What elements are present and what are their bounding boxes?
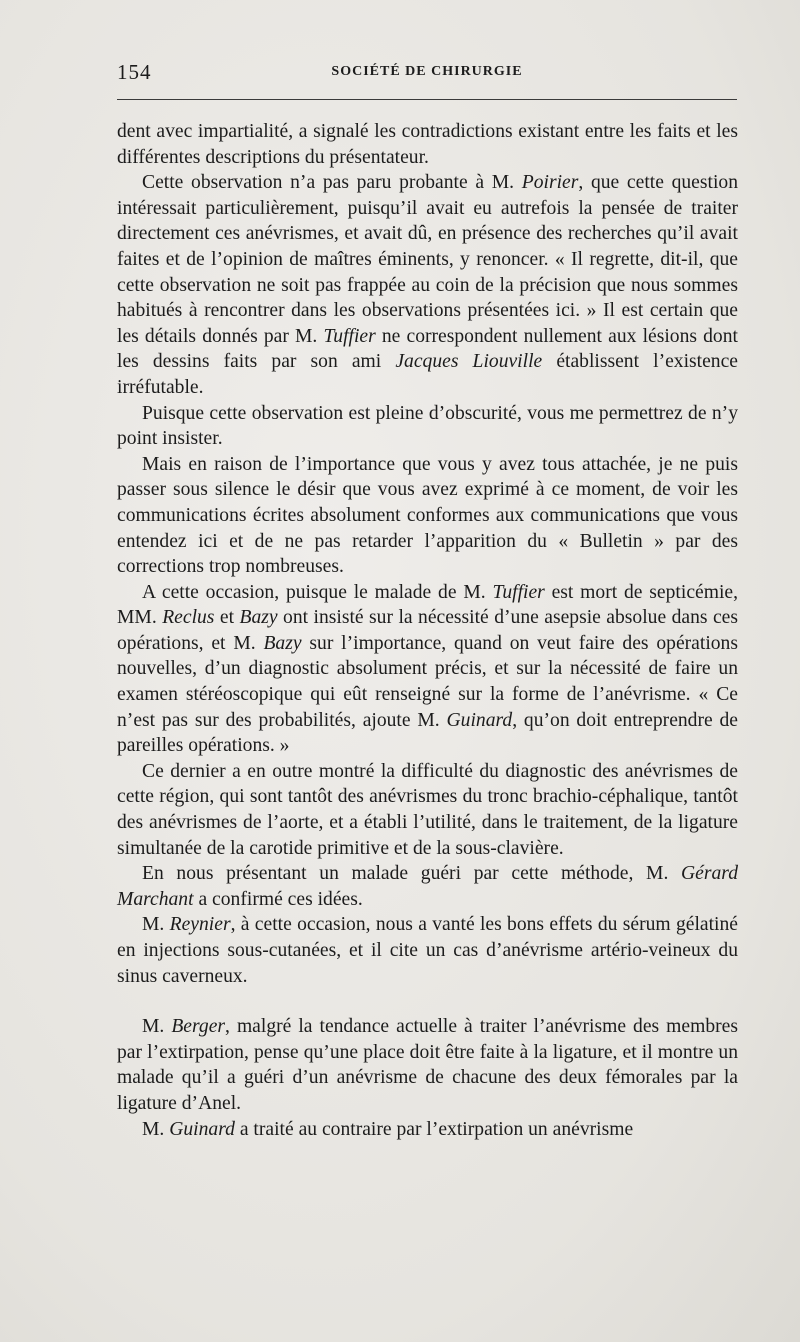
text-run: , que cette question intéressait particulièrement, puisqu’il avait eu autrefois la pensée de traiter directement ces anévrismes, et avait dû, en présence des recherches qu’il avait faites et de l’opinion de maîtres éminents, y renoncer. « Il regrette, dit-il, que cette observation ne soit pas frappée au coin de la précision que nous sommes habitués à rencontrer dans les observations présentées ici. » Il est certain que les détails donnés par M.	[117, 172, 738, 347]
running-title: SOCIÉTÉ DE CHIRURGIE	[331, 64, 523, 79]
text-run: dent avec impartialité, a signalé les contradictions existant entre les faits et les différentes descriptions du présentateur.	[117, 121, 738, 168]
paragraph	[117, 912, 738, 989]
text-run: , malgré la tendance actuelle à traiter l’anévrisme des membres par l’extirpation, pense qu’une place doit être faite à la ligature, et il montre un malade qu’il a guéri d’un anévrisme de chacune des deux fémorales par la ligature d’Anel.	[117, 1016, 738, 1114]
text-run: sur l’importance, quand on veut faire des opérations nouvelles, d’un diagnostic absolument précis, et sur la nécessité de faire un examen stéréoscopique qui eût renseigné sur la forme de l’anévrisme. « Ce n’est pas sur des probabilités, ajoute M.	[117, 632, 738, 731]
body-text	[117, 119, 738, 1142]
text-run: En nous présentant un malade guéri par cette méthode, M.	[142, 863, 682, 885]
text-run: , qu’on doit entreprendre de pareilles opérations. »	[117, 709, 738, 757]
paragraph	[117, 861, 738, 912]
text-run: a confirmé ces idées.	[193, 888, 363, 910]
text-run: est mort de septicémie, MM.	[117, 581, 738, 629]
person-name: Bazy	[263, 632, 302, 654]
person-name: Reclus	[162, 607, 215, 629]
person-name: Gérard Marchant	[117, 863, 738, 910]
paragraph	[117, 580, 738, 759]
paragraph	[117, 170, 738, 400]
paragraph	[117, 759, 738, 861]
text-run: Ce dernier a en outre montré la difficulté du diagnostic des anévrismes de cette région, qui sont tantôt des anévrismes du tronc brachio-céphalique, tantôt des anévrismes de l’aorte, et a établi l’utilité, dans le traitement, de la ligature simultanée de la carotide primitive et de la sous-clavière.	[117, 760, 738, 859]
text-run: établissent l’existence irréfutable.	[117, 351, 738, 398]
text-run: Puisque cette observation est pleine d’obscurité, vous me permettrez de n’y point insister.	[117, 402, 738, 450]
text-run: ont insisté sur la nécessité d’une asepsie absolue dans ces opérations, et M.	[117, 607, 738, 654]
person-name: Tuffier	[492, 581, 545, 603]
text-run: M.	[142, 1118, 170, 1140]
person-name: Poirier	[521, 172, 579, 194]
page-header	[117, 60, 737, 88]
text-run: Mais en raison de l’importance que vous y avez tous attachée, je ne puis passer sous silence le désir que vous avez exprimé à ce moment, de voir les communications écrites absolument conformes aux communications que vous entendez ici et de ne pas retarder l’apparition du « Bulletin » par des corrections trop nombreuses.	[117, 453, 738, 578]
page-number: 154	[117, 60, 152, 84]
person-name: Berger	[171, 1016, 226, 1038]
person-name: Guinard	[446, 709, 513, 731]
text-run: , à cette occasion, nous a vanté les bons effets du sérum gélatiné en injections sous-cutanées, et il cite un cas d’anévrisme artério-veineux du sinus caverneux.	[117, 914, 738, 987]
text-run: A cette occasion, puisque le malade de M.	[142, 581, 493, 603]
person-name: Tuffier	[323, 325, 376, 347]
text-run: M.	[142, 914, 170, 936]
paragraph	[117, 1014, 738, 1116]
person-name: Bazy	[239, 607, 278, 629]
text-run: Cette observation n’a pas paru probante à M.	[142, 172, 522, 194]
paragraph	[117, 119, 738, 170]
person-name: Guinard	[169, 1118, 235, 1140]
person-name: Reynier	[169, 914, 231, 936]
text-run: a traité au contraire par l’extirpation un anévrisme	[234, 1118, 634, 1140]
paragraph	[117, 401, 738, 452]
paragraph	[117, 1117, 738, 1143]
text-run: ne correspondent nullement aux lésions dont les dessins faits par son ami	[117, 325, 738, 373]
header-rule	[117, 99, 737, 100]
text-run: M.	[142, 1016, 172, 1038]
paragraph	[117, 452, 738, 580]
person-name: Jacques Liouville	[395, 351, 543, 373]
text-run: et	[214, 607, 240, 629]
